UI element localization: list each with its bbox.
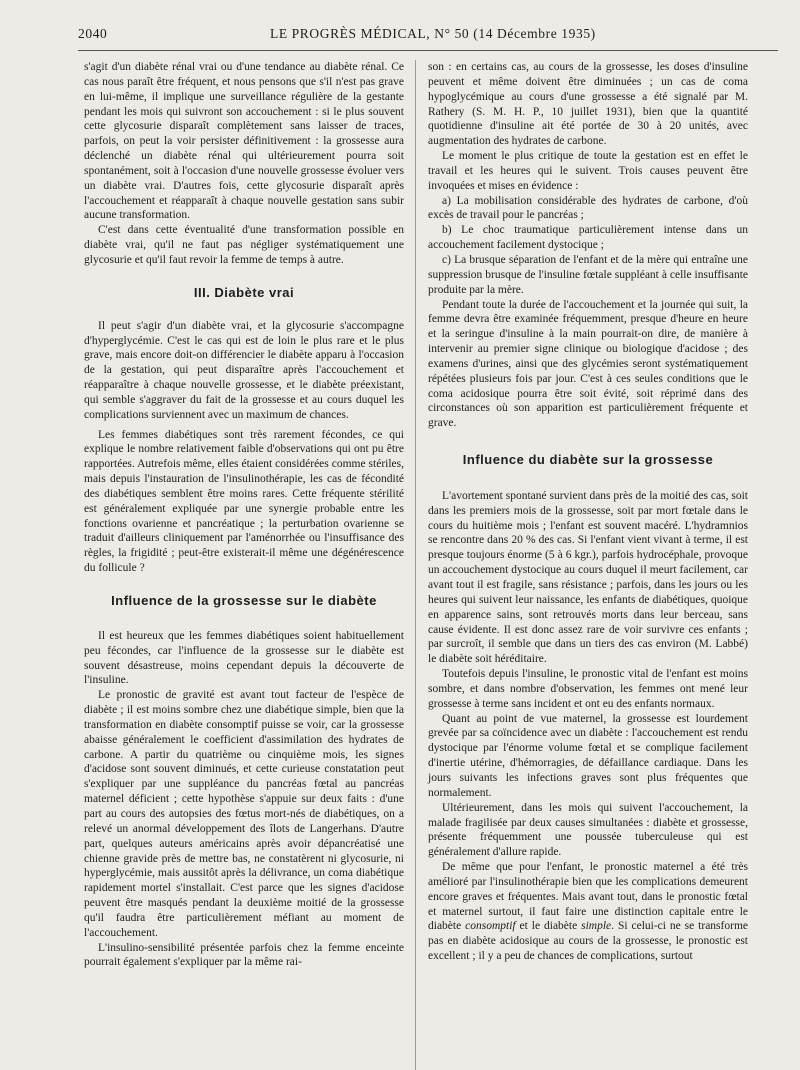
- list-item: b) Le choc traumatique particulièrement intense dans un accouchement facilement dystocique ;: [428, 224, 748, 252]
- page-header: [78, 26, 770, 48]
- paragraph: Il peut s'agir d'un diabète vrai, et la glycosurie s'accompagne d'hyperglycémie. C'est le cas qui est de loin le plus rare et le plus grave, mais encore doit-on différencier le diabète apparu à l'occasion de la gestation, qui peut disparaître après l'accouchement et réapparaître à chaque nouvelle grossesse, et le diabète préexistant, qui semble s'aggraver du fait de la grossesse et au cours duquel les complications surviennent avec un maximum de chances.: [84, 319, 404, 421]
- paragraph: Ultérieurement, dans les mois qui suivent l'accouchement, la malade fragilisée par deux causes simultanées : diabète et grossesse, présente fréquemment une poussée tuberculeuse qui est généralement d'allure rapide.: [428, 801, 748, 859]
- header-rule: [78, 50, 778, 51]
- paragraph: L'insulino-sensibilité présentée parfois chez la femme enceinte pourrait également s'expliquer par la même rai-: [84, 941, 404, 969]
- paragraph: Pendant toute la durée de l'accouchement et la journée qui suit, la femme devra être examinée fréquemment, presque d'heure en heure et la seringue d'insuline à la main pourrait-on dire, de manière à intervenir au premier signe clinique ou biologique d'acidose ; des examens d'urines, ainsi que des glycémies seront systématiquement répétées plusieurs fois par jour. C'est à ces seules conditions que le coma acidosique pourra être soit évité, soit réprimé dans des circonstances où son apparition est particulièrement fréquente et grave.: [428, 298, 748, 430]
- paragraph: s'agit d'un diabète rénal vrai ou d'une tendance au diabète rénal. Ce cas nous paraît être fréquent, et nous pensons que s'il n'est pas grave en lui-même, il implique une surveillance régulière de la gestante pendant les mois qui suivront son accouchement : si le plus souvent cette glycosurie disparaît complètement sans laisser de traces, parfois, on peut la voir persister définitivement : la grossesse aura déclenché un diabète rénal qui ultérieurement pourra soit spontanément, soit à l'occasion d'une nouvelle grossesse évoluer vers un diabète vrai. D'autres fois, cette glycosurie disparaît après l'accouchement et réapparaît à chaque nouvelle gestation sans subir aucune transformation.: [84, 61, 404, 222]
- paragraph: C'est dans cette éventualité d'une transformation possible en diabète vrai, qu'il ne faut pas négliger systématiquement une glycosurie et qu'il faut revoir la femme de temps à autre.: [84, 224, 404, 266]
- page-number: 2040: [78, 26, 108, 41]
- paragraph: Le pronostic de gravité est avant tout facteur de l'espèce de diabète ; il est moins sombre chez une diabétique simple, bien que la transformation en diabète consomptif puisse se voir, car la grossesse abaisse généralement le coefficient d'assimilation des hydrates de carbone. A partir du quatrième ou cinquième mois, les signes d'acidose sont souvent diminués, et cette curieuse constatation peut s'expliquer par une suppléance du pancréas fœtal au pancréas maternel déficient ; cette hypothèse s'appuie sur deux faits : d'une part au cours des autopsies des fœtus mort-nés de diabétiques, on a relevé un anormal développement des îlots de Langerhans. D'autre part, quelques auteurs américains après avoir dépancréatisé une chienne gravide près de mettre bas, ne constatèrent ni glycosurie, ni hyperglycémie, mais aussitôt après la délivrance, un coma diabétique rapidement mortel s'installait. C'est parce que les signes d'acidose peuvent être masqués pendant la deuxième moitié de la grossesse qu'il faudra être particulièrement méfiant au moment de l'accouchement.: [84, 689, 404, 939]
- paragraph: Quant au point de vue maternel, la grossesse est lourdement grevée par sa coïncidence avec un diabète : l'accouchement est rendu dystocique par l'énorme volume fœtal et se complique facilement d'inertie utérine, d'hémorragies, de défaillance cardiaque. Dans les jours suivants les infections graves sont plus fréquentes que normalement.: [428, 712, 748, 799]
- paragraph: Le moment le plus critique de toute la gestation est en effet le travail et les heures qui le suivent. Trois causes peuvent être invoquées et mises en évidence :: [428, 150, 748, 192]
- emphasis-simple: simple: [581, 920, 612, 933]
- paragraph: Il est heureux que les femmes diabétiques soient habituellement peu fécondes, car l'influence de la grossesse sur le diabète est souvent désastreuse, moins cependant depuis la découverte de l'insuline.: [84, 629, 404, 687]
- section-heading-influence-grossesse: Influence de la grossesse sur le diabète: [111, 593, 377, 608]
- text-run: et le diabète: [515, 920, 582, 933]
- section-heading-diabete-vrai: III. Diabète vrai: [193, 284, 295, 300]
- paragraph-pronostic: [428, 860, 748, 964]
- left-column: [84, 60, 404, 970]
- section-heading-influence-diabete: Influence du diabète sur la grossesse: [462, 452, 714, 468]
- paragraph: Toutefois depuis l'insuline, le pronostic vital de l'enfant est moins sombre, et dans nombre d'observation, les femmes ont mené leur grossesse à terme sans incident et ont eu des enfants normaux.: [428, 668, 748, 710]
- paragraph: L'avortement spontané survient dans près de la moitié des cas, soit dans les premiers mois de la grossesse, soit par mort fœtale dans le cours du huitième mois ; l'enfant est souvent macéré. L'hydramnios se rencontre dans 20 % des cas. Si l'enfant vient vivant à terme, il est presque toujours énorme (5 à 6 kgr.), parfois hydrocéphale, provoque un accouchement dystocique au cours duquel il meurt facilement, car avant tout il est fragile, sans résistance ; parfois, dans les jours ou les heures qui suivent leur naissance, les enfants de diabétiques, quoique en apparence sains, sont retrouvés morts dans leur berceau, sans cause évidente. Il est donc assez rare de voir survivre ces enfants ; par surcroît, il semble que dans un tiers des cas environ (M. Labbé) le diabète soit héréditaire.: [428, 489, 748, 666]
- list-item: a) La mobilisation considérable des hydrates de carbone, d'où excès de travail pour le pancréas ;: [428, 194, 748, 222]
- text-run: . Si celui-ci ne se transforme pas en diabète acidosique au cours de la grossesse, le pronostic est excellent ; il y a peu de chances de complications, surtout: [428, 920, 748, 963]
- paragraph: Les femmes diabétiques sont très rarement fécondes, ce qui explique le nombre relativement faible d'observations qui ont pu être rapportées. Autrefois même, elles étaient considérées comme stériles, mais depuis l'instauration de l'insulinothérapie, les cas de fécondité des diabétiques semblent être moins rares. Cette fréquente stérilité est généralement expliquée par une synergie probable entre les fonctions ovarienne et pancréatique ; la perturbation ovarienne se traduit d'ailleurs cliniquement par l'aménorrhée ou l'insuffisance des règles, la frigidité ; peut-être existerait-il même une dégénérescence du follicule ?: [84, 428, 404, 575]
- text-run: De même que pour l'enfant, le pronostic maternel a été très amélioré par l'insulinothérapie bien que les complications demeurent encore graves et fréquentes. Mais avant tout, dans le pronostic fœtal et maternel surtout, il faut faire une distinction capitale entre le diabète: [428, 861, 748, 933]
- column-divider: [415, 60, 416, 1070]
- list-item: c) La brusque séparation de l'enfant et de la mère qui entraîne une suppression brusque de l'insuline fœtale suppléant à celle insuffisante produite par la mère.: [428, 253, 748, 296]
- emphasis-consomptif: consomptif: [465, 920, 516, 933]
- right-column: [428, 60, 748, 964]
- running-title: LE PROGRÈS MÉDICAL, N° 50 (14 Décembre 1935): [270, 26, 596, 41]
- paragraph: son : en certains cas, au cours de la grossesse, les doses d'insuline peuvent et même doivent être diminuées ; un cas de coma hypoglycémique au cours d'une grossesse a été signalé par M. Rathery (S. M. H. P., 10 juillet 1931), bien que la quantité quotidienne d'insuline ait été portée de 30 à 20 unités, avec augmentation des hydrates de carbone.: [428, 61, 748, 148]
